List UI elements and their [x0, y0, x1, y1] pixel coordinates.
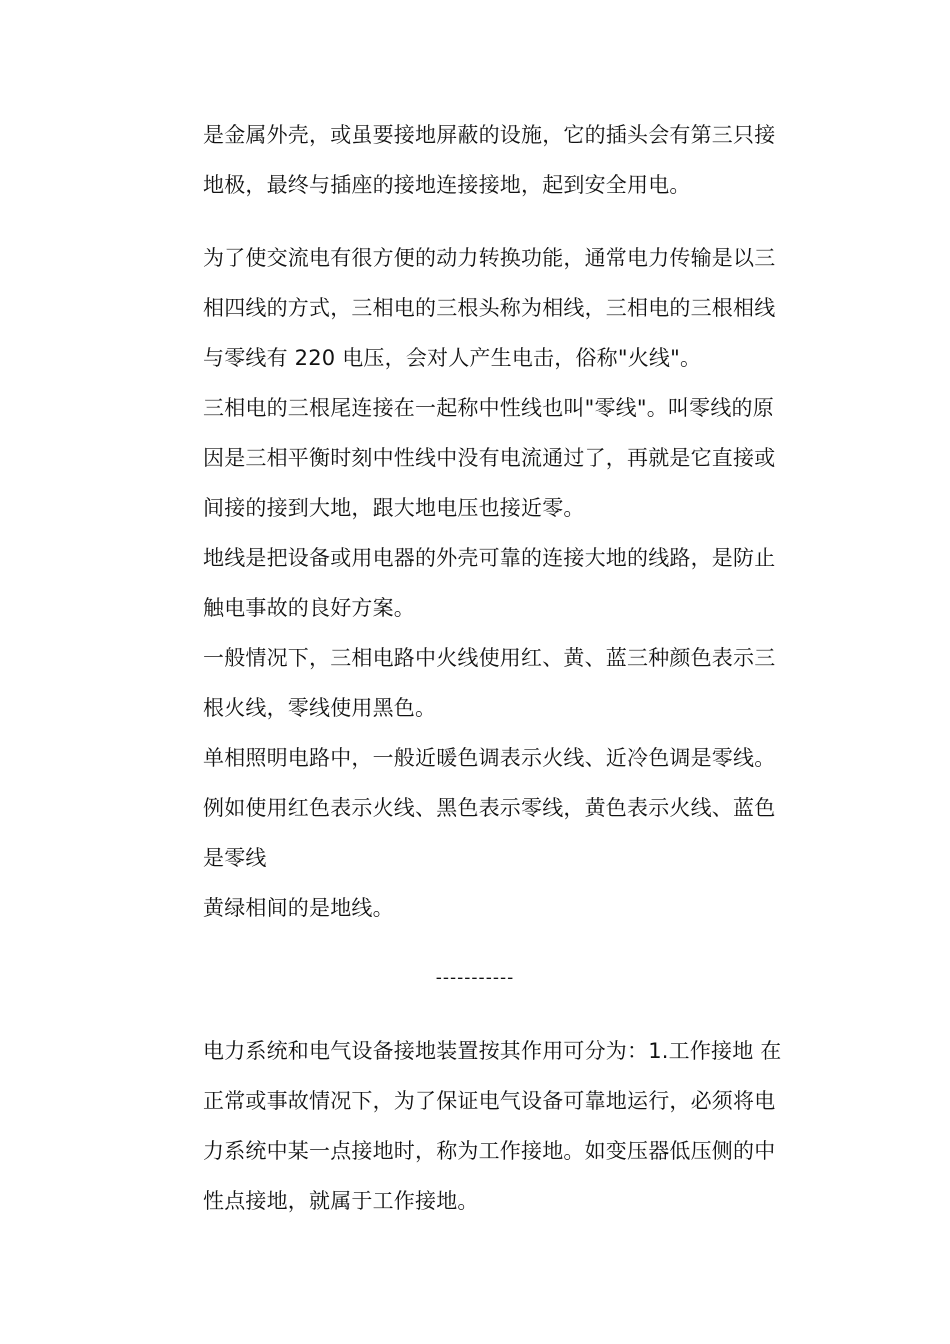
text-line-5: 与零线有 220 电压，会对人产生电击，俗称"火线"。	[203, 346, 702, 370]
text-line-8: 间接的接到大地，跟大地电压也接近零。	[203, 496, 585, 520]
text-line-1: 是金属外壳，或虽要接地屏蔽的设施，它的插头会有第三只接	[203, 123, 776, 147]
text-line-6: 三相电的三根尾连接在一起称中性线也叫"零线"。叫零线的原	[203, 396, 774, 420]
text-line-7: 因是三相平衡时刻中性线中没有电流通过了，再就是它直接或	[203, 446, 776, 470]
text-line-3: 为了使交流电有很方便的动力转换功能，通常电力传输是以三	[203, 246, 776, 270]
text-line-14: 例如使用红色表示火线、黑色表示零线，黄色表示火线、蓝色	[203, 796, 776, 820]
text-line-12: 根火线，零线使用黑色。	[203, 696, 437, 720]
text-line-17: 电力系统和电气设备接地装置按其作用可分为：1.工作接地 在	[203, 1039, 782, 1063]
section-separator: -----------	[435, 968, 515, 988]
text-line-2: 地极，最终与插座的接地连接接地，起到安全用电。	[203, 173, 691, 197]
text-line-16: 黄绿相间的是地线。	[203, 896, 394, 920]
text-line-11: 一般情况下，三相电路中火线使用红、黄、蓝三种颜色表示三	[203, 646, 776, 670]
text-line-10: 触电事故的良好方案。	[203, 596, 415, 620]
text-line-13: 单相照明电路中，一般近暖色调表示火线、近冷色调是零线。	[203, 746, 776, 770]
text-line-15: 是零线	[203, 846, 267, 870]
text-line-19: 力系统中某一点接地时，称为工作接地。如变压器低压侧的中	[203, 1139, 776, 1163]
text-line-20: 性点接地，就属于工作接地。	[203, 1189, 479, 1213]
text-line-9: 地线是把设备或用电器的外壳可靠的连接大地的线路，是防止	[203, 546, 776, 570]
text-line-4: 相四线的方式，三相电的三根头称为相线，三相电的三根相线	[203, 296, 776, 320]
text-line-18: 正常或事故情况下，为了保证电气设备可靠地运行，必须将电	[203, 1089, 776, 1113]
